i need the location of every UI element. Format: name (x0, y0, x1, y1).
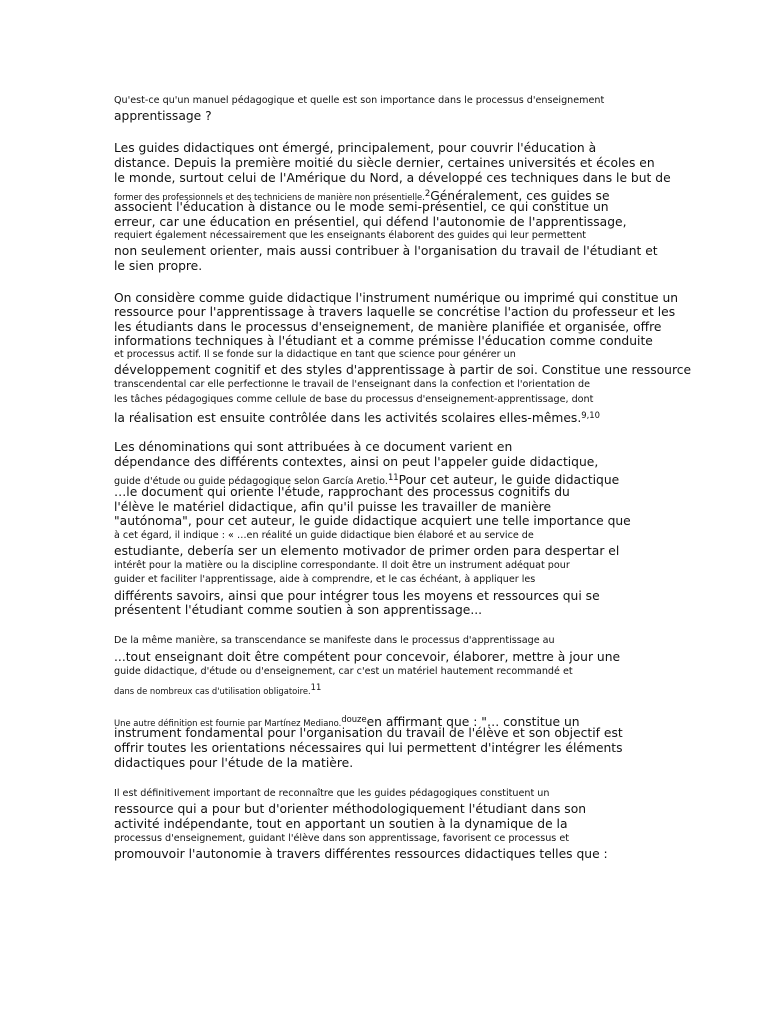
heading-line-2: apprentissage ? (114, 109, 212, 123)
footnote-ref: 11 (310, 682, 322, 693)
p5-tail-text: en affirmant que : "… constitue un (366, 715, 580, 729)
p1-line: le sien propre. (114, 259, 203, 273)
footnote-ref: douze (341, 714, 367, 725)
p5-line: offrir toutes les orientations nécessaires qui lui permettent d'intégrer les éléments (114, 741, 623, 755)
p2-last-text: la réalisation est ensuite contrôlée dans les activités scolaires elles-mêmes. (114, 411, 582, 425)
p2-line: ressource pour l'apprentissage à travers laquelle se concrétise l'action du professeur et les (114, 305, 676, 319)
p3-line: à cet égard, il indique : « …en réalité un guide didactique bien élaboré et au service de (114, 530, 534, 541)
p1-line: Les guides didactiques ont émergé, principalement, pour couvrir l'éducation à (114, 141, 597, 155)
p2-line: informations techniques à l'étudiant et a comme prémisse l'éducation comme conduite (114, 334, 653, 348)
p4-line: De la même manière, sa transcendance se manifeste dans le processus d'apprentissage au (114, 635, 555, 646)
p3-line: l'élève le matériel didactique, afin qu'il puisse les travailler de manière (114, 500, 552, 514)
p3-tail-text: Pour cet auteur, le guide didactique (398, 473, 620, 487)
p3-line: intérêt pour la matière ou la discipline correspondante. Il doit être un instrument adéquat pour (114, 560, 570, 571)
p2-line: les tâches pédagogiques comme cellule de base du processus d'enseignement-apprentissage, dont (114, 394, 594, 405)
p1-line: requiert également nécessairement que les enseignants élaborent des guides qui leur permettent (114, 230, 587, 241)
p1-small-text: former des professionnels et des techniciens de manière non présentielle. (114, 192, 425, 202)
p1-line: erreur, car une éducation en présentiel, qui défend l'autonomie de l'apprentissage, (114, 215, 627, 229)
p6-line: Il est définitivement important de reconnaître que les guides pédagogiques constituent un (114, 788, 550, 799)
p6-line: ressource qui a pour but d'orienter méthodologiquement l'étudiant dans son (114, 802, 587, 816)
p4-tiny-text: dans de nombreux cas d'utilisation obligatoire. (114, 686, 311, 696)
p2-line: les étudiants dans le processus d'enseignement, de manière planifiée et organisée, offre (114, 320, 662, 334)
p3-line: estudiante, debería ser un elemento motivador de primer orden para despertar el (114, 544, 620, 558)
footnote-ref: 11 (387, 472, 399, 483)
p2-line: On considère comme guide didactique l'instrument numérique ou imprimé qui constitue un (114, 291, 679, 305)
p3-line: différents savoirs, ainsi que pour intégrer tous les moyens et ressources qui se (114, 589, 600, 603)
p2-line: et processus actif. Il se fonde sur la didactique en tant que science pour générer un (114, 349, 516, 360)
p5-line: didactiques pour l'étude de la matière. (114, 756, 354, 770)
p6-line: promouvoir l'autonomie à travers différentes ressources didactiques telles que : (114, 847, 608, 861)
p6-line: processus d'enseignement, guidant l'élève dans son apprentissage, favorisent ce processus et (114, 833, 569, 844)
p1-tail-text: Généralement, ces guides se (430, 189, 610, 203)
p3-line: présentent l'étudiant comme soutien à son apprentissage... (114, 603, 483, 617)
p2-line-mixed (114, 409, 600, 425)
footnote-ref: 2 (424, 188, 431, 199)
p2-line: développement cognitif et des styles d'apprentissage à partir de soi. Constitue une ressource (114, 363, 692, 377)
p3-line: dépendance des différents contextes, ainsi on peut l'appeler guide didactique, (114, 455, 599, 469)
p5-tiny-text: Une autre définition est fournie par Martínez Mediano. (114, 718, 342, 728)
p4-line-mixed (114, 681, 321, 697)
p1-line: non seulement orienter, mais aussi contribuer à l'organisation du travail de l'étudiant et (114, 244, 658, 258)
p3-small-text: guide d'étude ou guide pédagogique selon García Aretio. (114, 476, 388, 487)
heading-line-1: Qu'est-ce qu'un manuel pédagogique et quelle est son importance dans le processus d'enseignement (114, 95, 605, 106)
p1-line: distance. Depuis la première moitié du siècle dernier, certaines universités et écoles en (114, 156, 655, 170)
p6-line: activité indépendante, tout en apportant un soutien à la dynamique de la (114, 817, 568, 831)
p3-line: Les dénominations qui sont attribuées à ce document varient en (114, 440, 513, 454)
footnote-ref: 9,10 (581, 410, 600, 421)
p5-line: instrument fondamental pour l'organisation du travail de l'élève et son objectif est (114, 726, 623, 740)
p3-line: guider et faciliter l'apprentissage, aide à comprendre, et le cas échéant, à appliquer les (114, 574, 536, 585)
p1-line: le monde, surtout celui de l'Amérique du Nord, a développé ces techniques dans le but de (114, 171, 671, 185)
p4-line: guide didactique, d'étude ou d'enseignement, car c'est un matériel hautement recommandé et (114, 666, 573, 677)
p4-line: ...tout enseignant doit être compétent pour concevoir, élaborer, mettre à jour une (114, 650, 621, 664)
p3-line: "autónoma", pour cet auteur, le guide didactique acquiert une telle importance que (114, 514, 631, 528)
p3-line: …le document qui oriente l'étude, rapprochant des processus cognitifs du (114, 485, 570, 499)
p1-line: associent l'éducation à distance ou le mode semi-présentiel, ce qui constitue un (114, 200, 609, 214)
p2-line: transcendental car elle perfectionne le travail de l'enseignant dans la confection et l'orientation de (114, 379, 590, 390)
